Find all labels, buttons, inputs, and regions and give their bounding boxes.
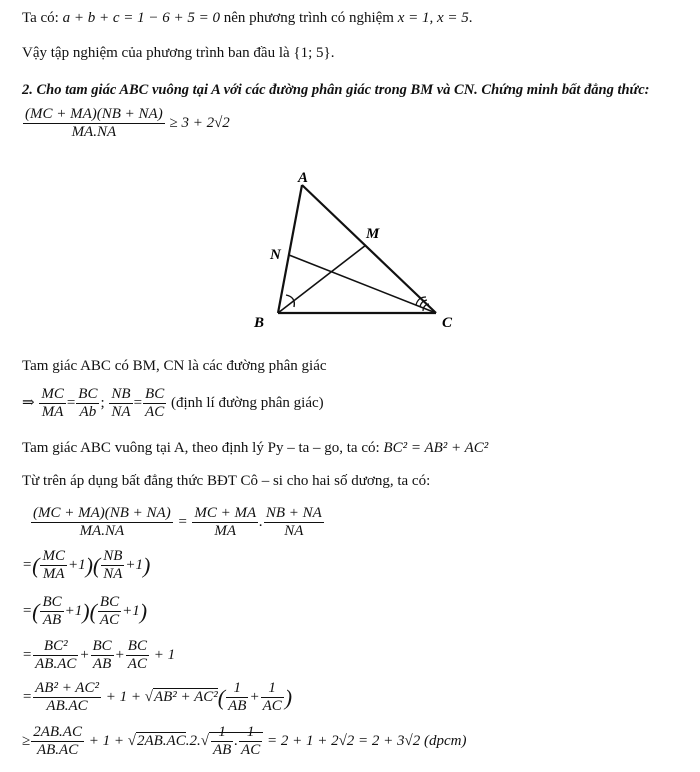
fraction (33, 680, 101, 716)
label-n: N (270, 247, 281, 263)
fraction (101, 548, 124, 584)
numerator: BC (126, 638, 149, 656)
fraction (126, 638, 149, 674)
numerator: BC (98, 594, 121, 612)
equation-step-4: = $\frac{\text{BC²}}{AB.AC}$ + $\frac{BC}{AB}$ + $\frac{BC}{AC}$ + 1 (22, 638, 176, 673)
separator: ; (100, 395, 105, 412)
denominator: AC (127, 656, 147, 673)
fraction (143, 386, 166, 422)
denominator: AC (145, 404, 165, 421)
bisector-cn (289, 255, 436, 313)
text: Từ trên áp dụng bất đẳng thức BĐT Cô – si cho hai số dương, ta có: (22, 473, 431, 489)
denominator: AC (262, 698, 282, 715)
denominator: NA (284, 523, 304, 540)
numerator: BC (91, 638, 114, 656)
numerator: MC (40, 548, 67, 566)
denominator: Ab (79, 404, 97, 421)
denominator: NA (111, 404, 131, 421)
cauchy-line (22, 473, 430, 490)
fraction (23, 106, 165, 142)
numerator: MC + MA (192, 505, 258, 523)
fraction (109, 386, 132, 422)
note: (định lí đường phân giác) (170, 395, 324, 412)
math-roots: x = 1, x = 5 (397, 10, 469, 26)
numerator: AB² + AC² (33, 680, 101, 698)
equation-step-6: ≥ $\frac{2AB.AC}{AB.AC}$ + 1 + √2AB.AC.2.√ $\frac{1}{AB}$ . $\frac{1}{AC}$ = 2 + 1 + 2√2 = 2 + 3√2 (dpcm) (22, 724, 467, 759)
equation-step-5: = $\frac{\text{AB² + AC²}}{AB.AC}$ + 1 + √AB² + AC²( $\frac{1}{AB}$ + $\frac{1}{AC}$ ) (22, 680, 293, 715)
fraction (39, 386, 66, 422)
denominator: AB.AC (46, 698, 88, 715)
solution-set-line (22, 45, 334, 62)
text-end: . (468, 10, 473, 26)
numerator: BC (76, 386, 99, 404)
denominator: AB (92, 656, 112, 673)
fraction (31, 724, 84, 760)
numerator: (MC + MA)(NB + NA) (23, 106, 165, 124)
fraction (226, 680, 248, 716)
denominator: MA (214, 523, 237, 540)
math-expression: a + b + c = 1 − 6 + 5 = 0 (62, 10, 220, 26)
numerator: BC (40, 594, 63, 612)
denominator: AB (42, 612, 62, 629)
problem-text: 2. Cho tam giác ABC vuông tại A với các đường phân giác trong BM và CN. Chứng minh bất đẳng thức: (22, 82, 650, 98)
denominator: AB.AC (35, 656, 77, 673)
denominator: MA (41, 404, 64, 421)
fraction (40, 548, 67, 584)
fraction (33, 638, 78, 674)
denominator: AC (241, 742, 261, 759)
denominator: AB.AC (36, 742, 79, 759)
numerator: 1 (239, 724, 262, 742)
denominator: MA (42, 566, 65, 583)
tail: + 1 (153, 647, 176, 664)
label-b: B (254, 315, 265, 331)
numerator: 1 (211, 724, 233, 742)
fraction (76, 386, 99, 422)
mid: + 1 + (105, 689, 141, 706)
side-ab (278, 185, 302, 313)
bisector-theorem-line: ⇒ $\frac{MC}{MA}$ = $\frac{BC}{Ab}$ ; $\frac{NB}{NA}$ = $\frac{BC}{AC}$ (định lí đường phân giác) (22, 386, 324, 421)
equation-step-3: =( $\frac{BC}{AB}$ +1)( $\frac{BC}{AC}$ +1) (22, 594, 148, 629)
mid: + 1 + (88, 733, 124, 750)
numerator: MC (39, 386, 66, 404)
denominator: MA.NA (79, 523, 125, 540)
tail: = 2 + 1 + 2√2 = 2 + 3√2 (266, 733, 421, 750)
problem-statement (22, 82, 650, 99)
denominator: NA (103, 566, 123, 583)
numerator: BC² (33, 638, 78, 656)
dot: .2. (185, 733, 201, 750)
text-end: . (330, 45, 335, 61)
numerator: 1 (261, 680, 284, 698)
equation-step-1: $\frac{(MC + MA)(NB + NA)}{MA.NA}$ = $\frac{MC + MA}{MA}$ . $\frac{NB + NA}{NA}$ (33, 505, 322, 540)
solution-set: {1; 5} (293, 45, 331, 61)
qed: (dpcm) (424, 733, 467, 750)
numerator: NB (101, 548, 124, 566)
intro-line (22, 10, 473, 27)
label-c: C (442, 315, 453, 331)
denominator: MA.NA (71, 124, 117, 141)
rhs: ≥ 3 + 2√2 (169, 115, 230, 132)
side-ac (302, 185, 436, 313)
numerator: NB (109, 386, 132, 404)
triangle-figure (240, 165, 470, 340)
bisector-statement (22, 358, 327, 375)
text-mid: nên phương trình có nghiệm (220, 10, 398, 26)
fraction (261, 680, 284, 716)
numerator: 1 (226, 680, 248, 698)
label-m: M (366, 226, 380, 242)
equation: BC² = AB² + AC² (383, 440, 489, 456)
fraction (192, 505, 258, 541)
fraction (31, 505, 173, 541)
equation-step-2: =( $\frac{MC}{MA}$ +1)( $\frac{NB}{NA}$ +1) (22, 548, 151, 583)
text: Tam giác ABC vuông tại A, theo định lý Py – ta – go, ta có: (22, 440, 384, 456)
numerator: 2AB.AC (31, 724, 84, 742)
fraction (264, 505, 324, 541)
numerator: NB + NA (264, 505, 324, 523)
numerator: (MC + MA)(NB + NA) (31, 505, 173, 523)
radicand: AB² + AC² (153, 689, 218, 706)
label-a: A (298, 170, 309, 186)
fraction (239, 724, 262, 760)
fraction (40, 594, 63, 630)
text: Tam giác ABC có BM, CN là các đường phân giác (22, 358, 327, 374)
fraction (98, 594, 121, 630)
denominator: AB (228, 698, 247, 715)
fraction (91, 638, 114, 674)
numerator: BC (143, 386, 166, 404)
problem-inequality (22, 106, 230, 142)
radicand: 2AB.AC (136, 733, 186, 750)
implies-arrow: ⇒ (22, 395, 35, 412)
denominator: AC (99, 612, 120, 629)
text: Vậy tập nghiệm của phương trình ban đầu là (22, 45, 294, 61)
pythagoras-line (22, 440, 488, 457)
denominator: AB (212, 742, 232, 759)
text-prefix: Ta có: (22, 10, 63, 26)
fraction (211, 724, 233, 760)
